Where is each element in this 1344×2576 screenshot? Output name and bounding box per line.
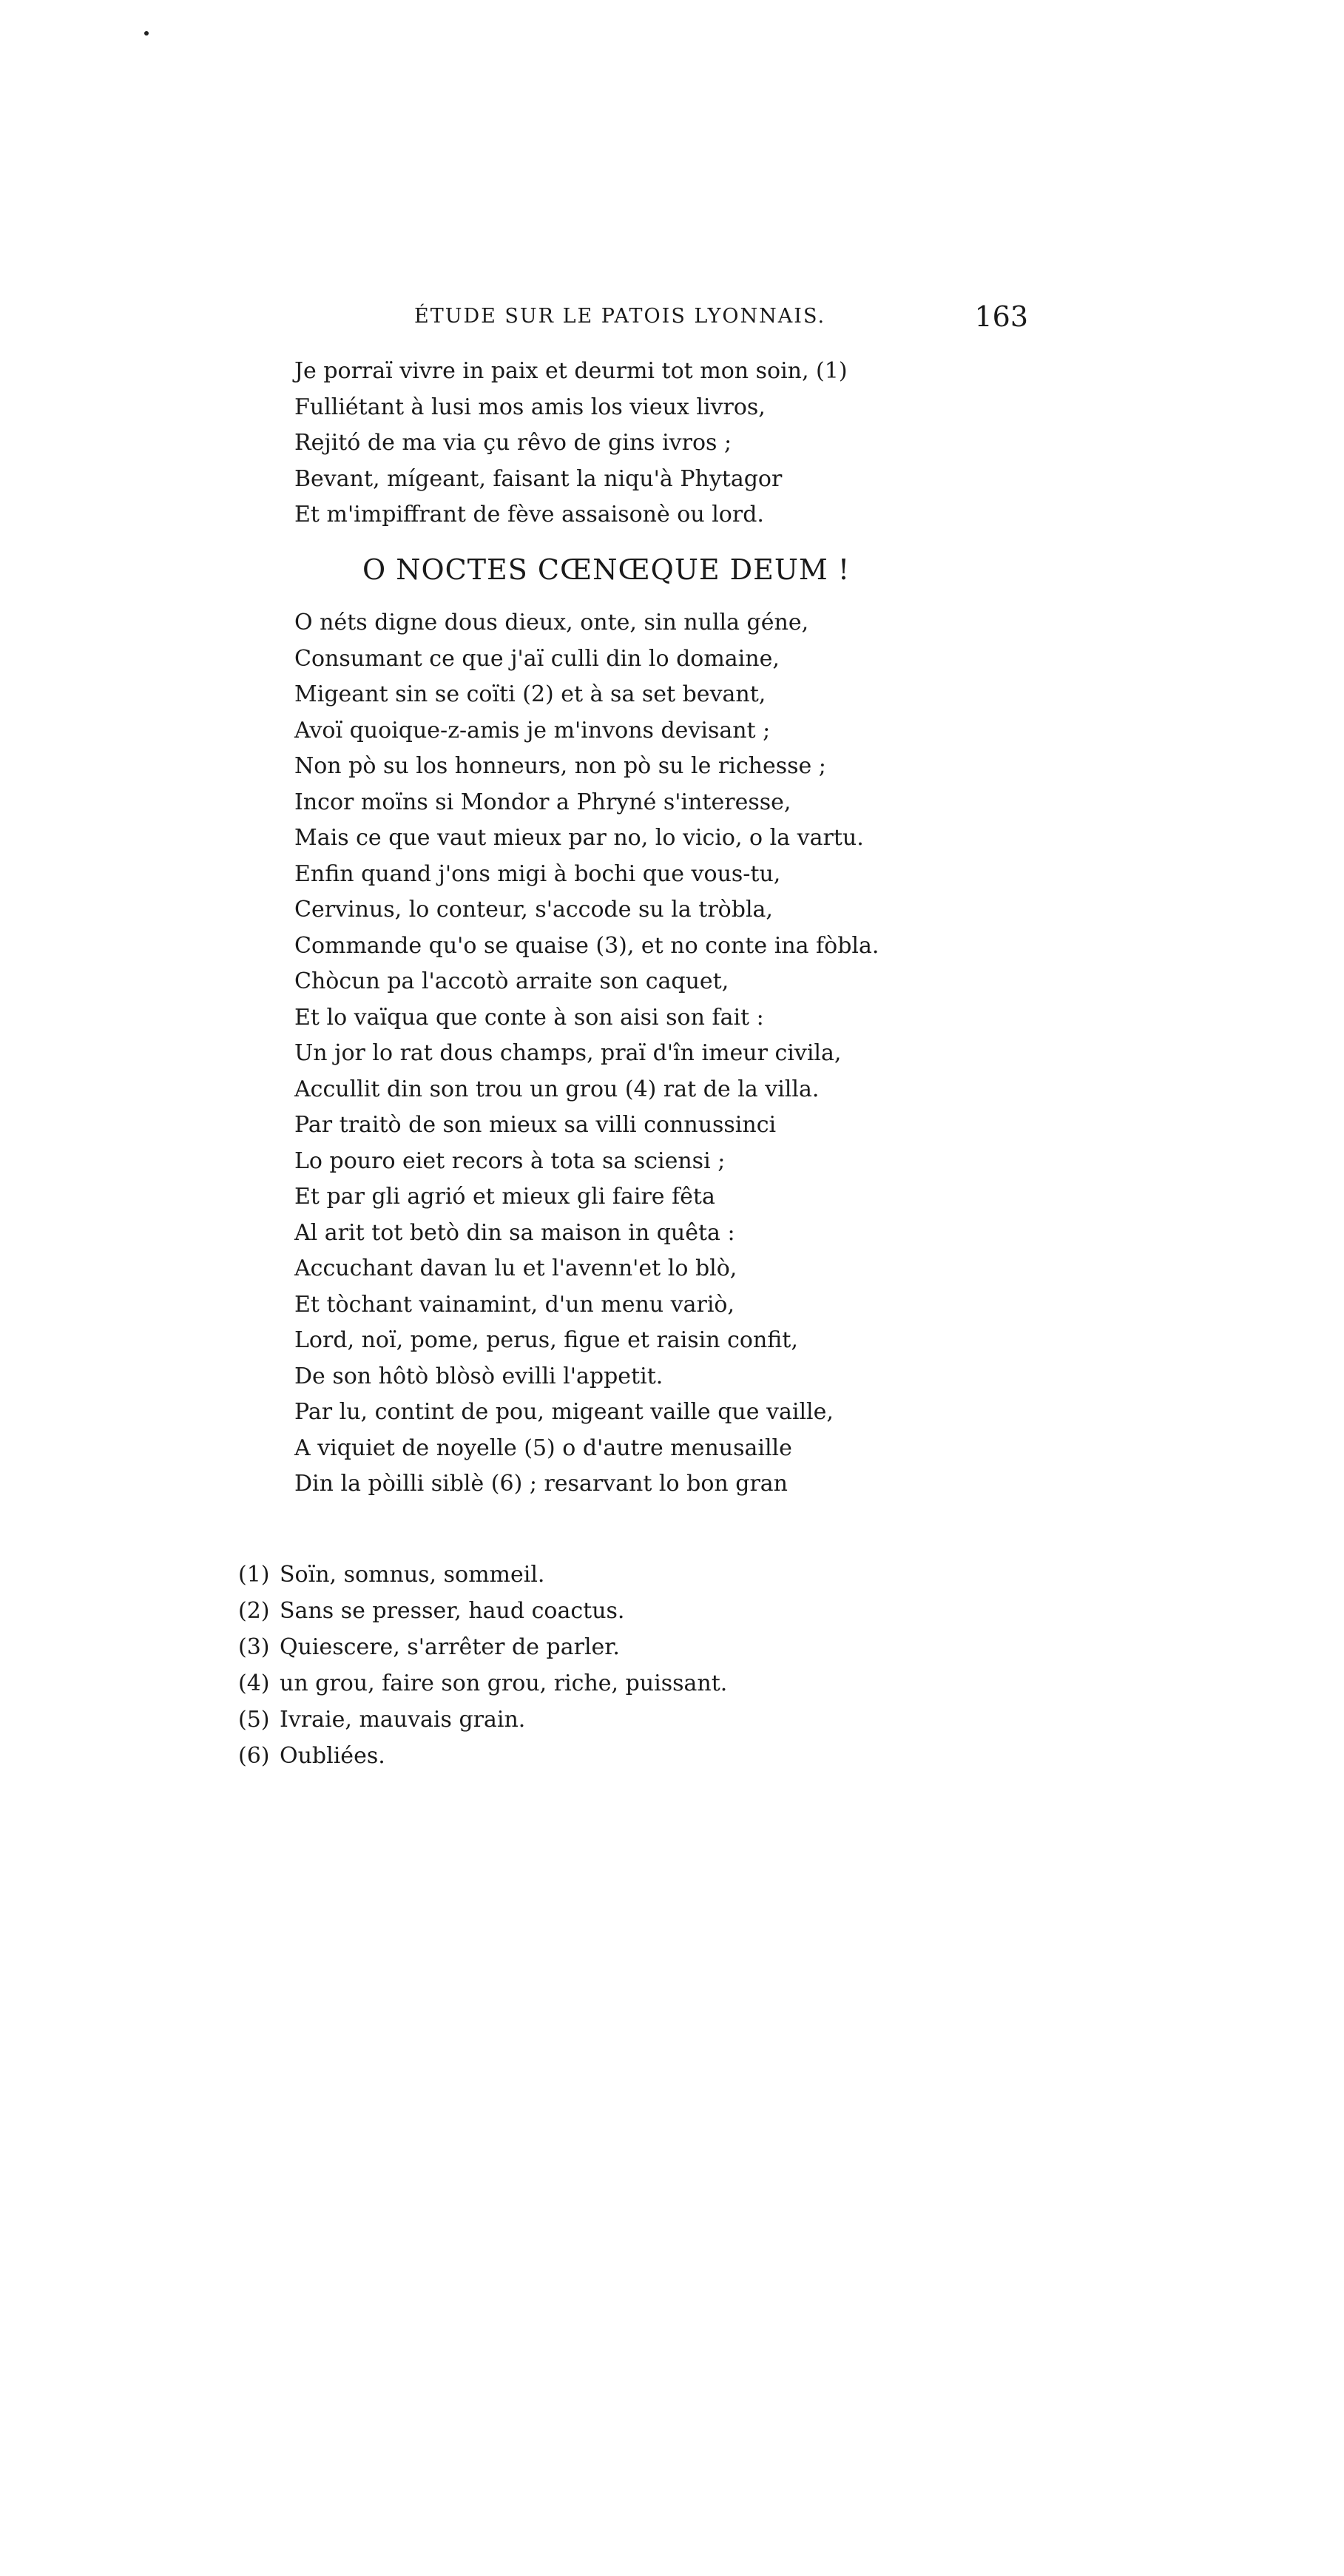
verse-line: Commande qu'o se quaise (3), et no conte ina fòbla. (294, 932, 879, 959)
verse-line: De son hôtò blòsò evilli l'appetit. (294, 1363, 663, 1389)
verse-line: Consumant ce que j'aï culli din lo domaine, (294, 645, 780, 672)
footnotes (238, 1557, 904, 1774)
verse-stanza-2 (294, 605, 908, 1503)
verse-line: Et m'impiffrant de fève assaisonè ou lord. (294, 502, 764, 527)
footnote-number: (1) (238, 1562, 270, 1588)
verse-line: Incor moïns si Mondor a Phryné s'interesse, (294, 789, 791, 815)
verse-line: Enfin quand j'ons migi à bochi que vous-tu, (294, 860, 781, 887)
verse-line: Par lu, contint de pou, migeant vaille que vaille, (294, 1399, 834, 1425)
verse-line: Bevant, mígeant, faisant la niqu'à Phytagor (294, 465, 783, 492)
verse-line: Et par gli agrió et mieux gli faire fêta (294, 1184, 715, 1210)
verse-line: Accuchant davan lu et l'avenn'et lo blò, (294, 1255, 737, 1281)
footnote (238, 1738, 904, 1774)
verse-line: Et tòchant vainamint, d'un menu variò, (294, 1291, 735, 1318)
verse-line: O néts digne dous dieux, onte, sin nulla géne, (294, 610, 809, 635)
footnote-number: (5) (238, 1707, 270, 1733)
footnote-text: Quiescere, s'arrêter de parler. (280, 1634, 620, 1660)
footnote (238, 1629, 904, 1665)
verse-line: Et lo vaïqua que conte à son aisi son fait : (294, 1004, 764, 1031)
footnote (238, 1593, 904, 1629)
verse-line: A viquiet de noyelle (5) o d'autre menusaille (294, 1434, 792, 1461)
footnote-number: (6) (238, 1743, 270, 1769)
verse-line: Din la pòilli siblè (6) ; resarvant lo bon gran (294, 1471, 788, 1497)
verse-line: Rejitó de ma via çu rêvo de gins ivros ; (294, 430, 732, 456)
running-head (414, 300, 1028, 334)
footnote (238, 1557, 904, 1593)
verse-line: Accullit din son trou un grou (4) rat de la villa. (294, 1076, 820, 1102)
verse-line: Je porraï vivre in paix et deurmi tot mon soin, (1) (294, 358, 848, 384)
verse-line: Chòcun pa l'accotò arraite son caquet, (294, 968, 729, 994)
verse-line: Un jor lo rat dous champs, praï d'în imeur civila, (294, 1040, 842, 1066)
footnote-number: (2) (238, 1598, 270, 1624)
footnote (238, 1665, 904, 1702)
verse-line: Fulliétant à lusi mos amis los vieux livros, (294, 394, 766, 420)
verse-stanza-1 (294, 354, 908, 533)
footnote-number: (3) (238, 1634, 270, 1660)
footnote (238, 1702, 904, 1738)
verse-line: Migeant sin se coïti (2) et à sa set bevant, (294, 681, 766, 707)
verse-line: Cervinus, lo conteur, s'accode su la tròbla, (294, 897, 773, 923)
verse-line: Non pò su los honneurs, non pò su le richesse ; (294, 753, 826, 779)
poem-title: O NOCTES CŒNŒQUE DEUM ! (362, 553, 851, 586)
verse-line: Al arit tot betò din sa maison in quêta : (294, 1219, 735, 1246)
print-speck (144, 31, 149, 36)
verse-line: Avoï quoique-z-amis je m'invons devisant ; (294, 717, 771, 744)
verse-line: Mais ce que vaut mieux par no, lo vicio, o la vartu. (294, 825, 864, 851)
verse-line: Par traitò de son mieux sa villi connussinci (294, 1112, 777, 1138)
footnote-text: un grou, faire son grou, riche, puissant. (280, 1670, 728, 1696)
footnote-text: Soïn, somnus, sommeil. (280, 1562, 545, 1588)
footnote-number: (4) (238, 1670, 270, 1696)
page-number: 163 (974, 300, 1028, 333)
verse-line: Lo pouro eiet recors à tota sa sciensi ; (294, 1147, 726, 1174)
footnote-text: Oubliées. (280, 1743, 385, 1769)
footnote-text: Ivraie, mauvais grain. (280, 1707, 526, 1733)
footnote-text: Sans se presser, haud coactus. (280, 1598, 625, 1624)
verse-line: Lord, noï, pome, perus, figue et raisin confit, (294, 1327, 798, 1353)
running-title: ÉTUDE SUR LE PATOIS LYONNAIS. (414, 305, 826, 328)
